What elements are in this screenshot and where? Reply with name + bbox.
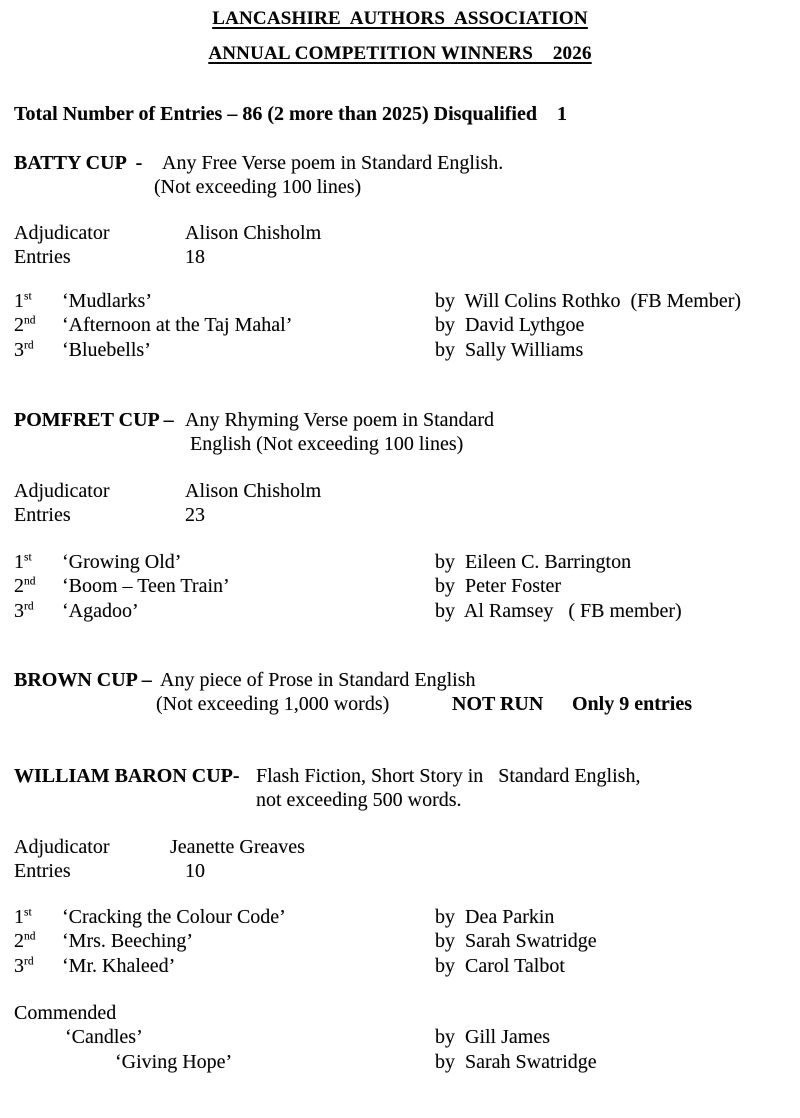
winner-author: by Dea Parkin [435, 906, 555, 928]
william-baron-winner-row-3 [0, 955, 800, 980]
cup-description: Any Free Verse poem in Standard English. [162, 152, 504, 174]
entries-label: Entries [14, 504, 71, 526]
adjudicator-name: Alison Chisholm [185, 222, 322, 244]
winner-author: by Sally Williams [435, 339, 584, 361]
winner-title: ‘Afternoon at the Taj Mahal’ [62, 314, 293, 336]
pomfret-winner-row-3 [0, 600, 800, 625]
total-entries-line [0, 103, 800, 128]
winner-place: 2nd [14, 575, 36, 597]
commended-author: by Gill James [435, 1026, 550, 1048]
commended-author: by Sarah Swatridge [435, 1051, 597, 1073]
cup-description: Flash Fiction, Short Story in Standard English, [256, 765, 641, 787]
cup-description: Any piece of Prose in Standard English [160, 669, 476, 691]
entries-label: Entries [14, 246, 71, 268]
batty-winner-row-3 [0, 339, 800, 364]
entries-label: Entries [14, 860, 71, 882]
commended-title: ‘Giving Hope’ [115, 1051, 233, 1073]
william-baron-adjudicator-row [0, 836, 800, 861]
winner-author: by Peter Foster [435, 575, 562, 597]
doc-title: LANCASHIRE AUTHORS ASSOCIATION [212, 8, 588, 29]
batty-cup-heading [0, 152, 800, 177]
winner-author: by David Lythgoe [435, 314, 585, 336]
pomfret-entries-row [0, 504, 800, 529]
winner-title: ‘Boom – Teen Train’ [62, 575, 230, 597]
cup-name: BATTY CUP - [14, 152, 143, 174]
commended-heading [0, 1002, 800, 1027]
winner-author: by Al Ramsey ( FB member) [435, 600, 682, 622]
commended-label: Commended [14, 1002, 117, 1024]
pomfret-winner-row-2 [0, 575, 800, 600]
adjudicator-name: Jeanette Greaves [170, 836, 305, 858]
adjudicator-label: Adjudicator [14, 222, 110, 244]
batty-winner-row-1 [0, 290, 800, 315]
winner-author: by Sarah Swatridge [435, 930, 597, 952]
winner-author: by Eileen C. Barrington [435, 551, 632, 573]
william-baron-cup-heading [0, 765, 800, 790]
winner-title: ‘Mudlarks’ [62, 290, 152, 312]
winner-place: 2nd [14, 930, 36, 952]
winner-author: by Will Colins Rothko (FB Member) [435, 290, 742, 312]
winner-title: ‘Bluebells’ [62, 339, 151, 361]
commended-title: ‘Candles’ [65, 1026, 143, 1048]
winner-title: ‘Mrs. Beeching’ [62, 930, 194, 952]
adjudicator-label: Adjudicator [14, 480, 110, 502]
commended-row-2 [0, 1051, 800, 1076]
winner-place: 3rd [14, 955, 34, 977]
winner-place: 3rd [14, 600, 34, 622]
winner-author: by Carol Talbot [435, 955, 565, 977]
not-run-note: Only 9 entries [572, 693, 692, 715]
adjudicator-name: Alison Chisholm [185, 480, 322, 502]
winner-title: ‘Mr. Khaleed’ [62, 955, 176, 977]
cup-description-2: (Not exceeding 100 lines) [154, 176, 362, 198]
william-baron-entries-row [0, 860, 800, 885]
doc-subtitle: ANNUAL COMPETITION WINNERS 2026 [208, 43, 592, 64]
winner-place: 1st [14, 906, 32, 928]
cup-name: BROWN CUP – [14, 669, 152, 691]
total-entries-text: Total Number of Entries – 86 (2 more than 2025) Disqualified 1 [14, 103, 567, 125]
cup-name: POMFRET CUP – [14, 409, 174, 431]
winner-place: 1st [14, 551, 32, 573]
cup-description-2: (Not exceeding 1,000 words) [156, 693, 390, 715]
cup-description: Any Rhyming Verse poem in Standard [185, 409, 495, 431]
winner-place: 3rd [14, 339, 34, 361]
brown-cup-heading-line2 [0, 693, 800, 718]
cup-name: WILLIAM BARON CUP- [14, 765, 240, 787]
pomfret-cup-heading-line2 [0, 433, 800, 458]
william-baron-winner-row-2 [0, 930, 800, 955]
pomfret-adjudicator-row [0, 480, 800, 505]
entries-count: 23 [185, 504, 205, 526]
not-run-status: NOT RUN [452, 693, 544, 715]
winner-place: 2nd [14, 314, 36, 336]
entries-count: 10 [185, 860, 205, 882]
winner-title: ‘Growing Old’ [62, 551, 182, 573]
pomfret-cup-heading [0, 409, 800, 434]
winner-place: 1st [14, 290, 32, 312]
batty-winner-row-2 [0, 314, 800, 339]
batty-entries-row [0, 246, 800, 271]
commended-row-1 [0, 1026, 800, 1051]
winner-title: ‘Cracking the Colour Code’ [62, 906, 286, 928]
pomfret-winner-row-1 [0, 551, 800, 576]
cup-description-2: not exceeding 500 words. [256, 789, 462, 811]
brown-cup-heading [0, 669, 800, 694]
adjudicator-label: Adjudicator [14, 836, 110, 858]
winner-title: ‘Agadoo’ [62, 600, 139, 622]
william-baron-cup-heading-line2 [0, 789, 800, 814]
william-baron-winner-row-1 [0, 906, 800, 931]
entries-count: 18 [185, 246, 205, 268]
cup-description-2: English (Not exceeding 100 lines) [190, 433, 464, 455]
batty-cup-heading-line2 [0, 176, 800, 201]
batty-adjudicator-row [0, 222, 800, 247]
